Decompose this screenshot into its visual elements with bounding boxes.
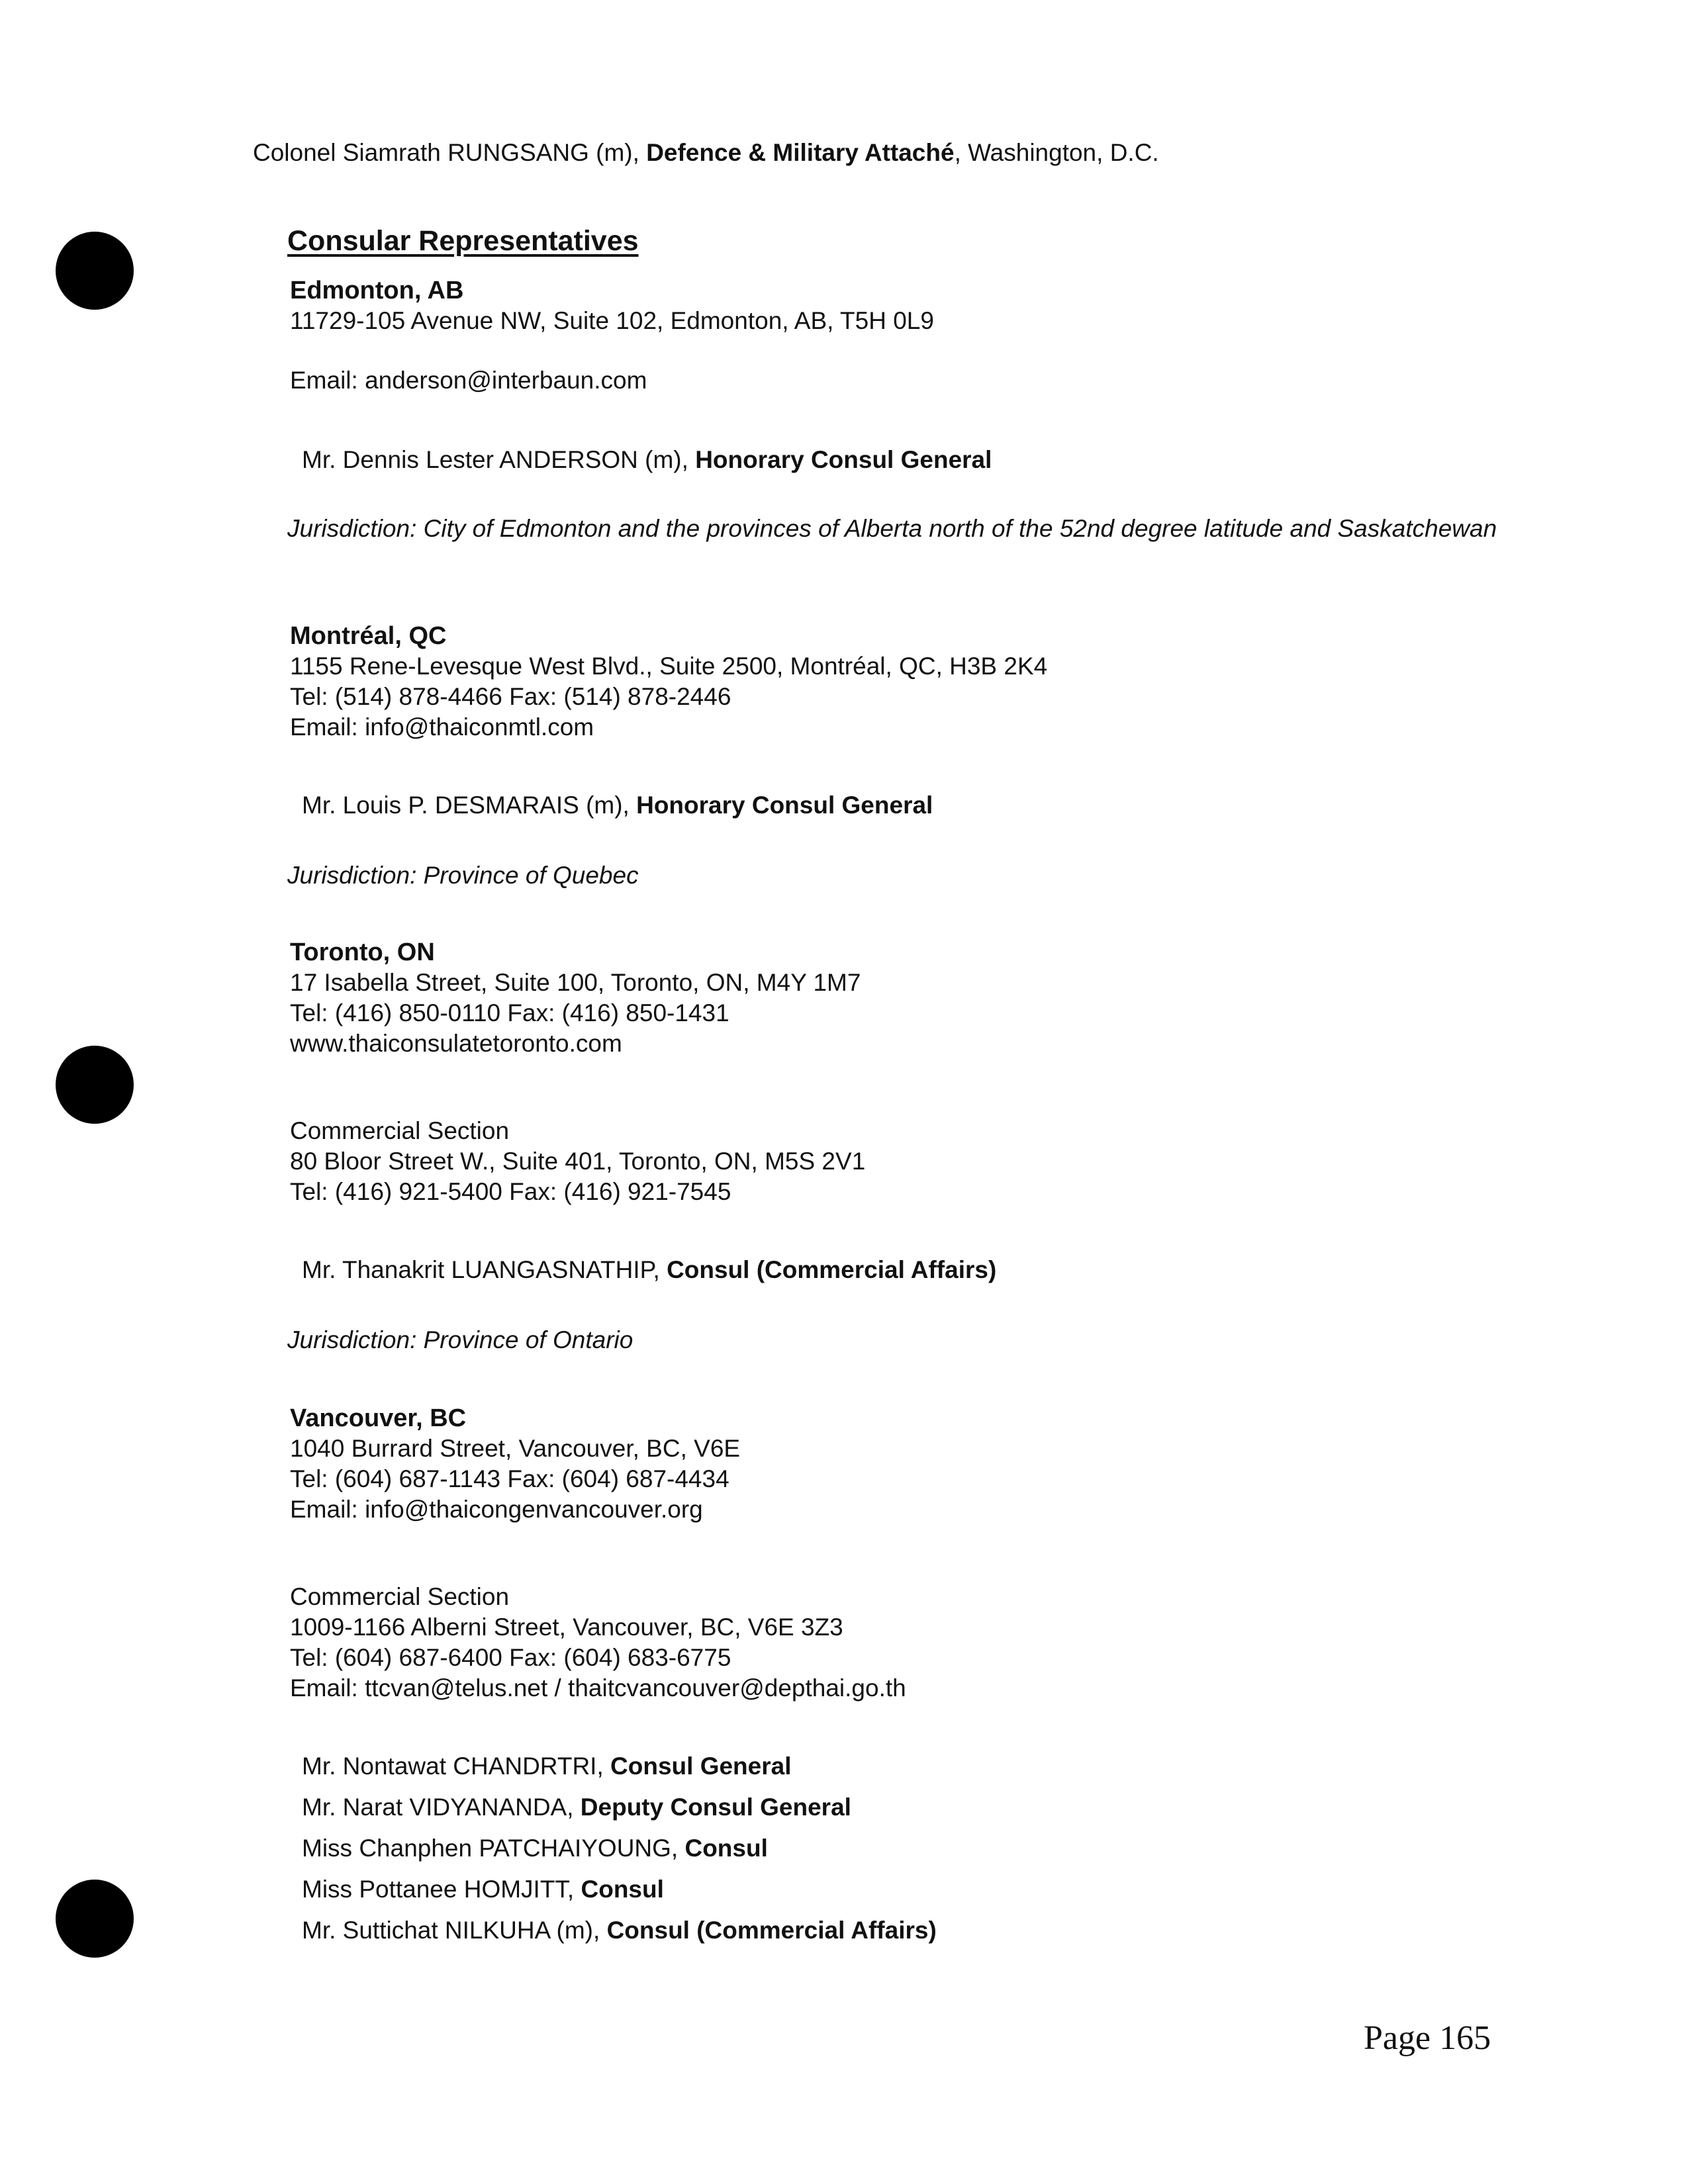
official-entry: Miss Chanphen PATCHAIYOUNG, Consul <box>302 1835 768 1862</box>
official-entry: Mr. Dennis Lester ANDERSON (m), Honorary Consul General <box>302 446 992 473</box>
address: 1040 Burrard Street, Vancouver, BC, V6E <box>290 1435 741 1462</box>
address: 17 Isabella Street, Suite 100, Toronto, ON, M4Y 1M7 <box>290 969 861 996</box>
attache-title: Defence & Military Attaché <box>646 139 955 166</box>
address: 11729-105 Avenue NW, Suite 102, Edmonton, AB, T5H 0L9 <box>290 307 934 334</box>
attache-entry <box>253 138 1159 168</box>
phone-fax: Tel: (604) 687-1143 Fax: (604) 687-4434 <box>290 1465 729 1492</box>
jurisdiction: Jurisdiction: Province of Ontario <box>287 1326 633 1353</box>
official-entry: Miss Pottanee HOMJITT, Consul <box>302 1876 664 1903</box>
phone-fax: Tel: (416) 921-5400 Fax: (416) 921-7545 <box>290 1178 731 1205</box>
official-entry: Mr. Nontawat CHANDRTRI, Consul General <box>302 1752 792 1780</box>
address: 80 Bloor Street W., Suite 401, Toronto, ON, M5S 2V1 <box>290 1148 866 1175</box>
city-heading: Toronto, ON <box>290 938 435 966</box>
jurisdiction: Jurisdiction: City of Edmonton and the provinces of Alberta north of the 52nd degree latitude and Saskatchewan <box>287 515 1497 542</box>
phone-fax: Tel: (604) 687-6400 Fax: (604) 683-6775 <box>290 1644 731 1671</box>
section-heading: Consular Representatives <box>287 225 639 257</box>
phone-fax: Tel: (416) 850-0110 Fax: (416) 850-1431 <box>290 999 729 1026</box>
commercial-section-label: Commercial Section <box>290 1117 510 1144</box>
punch-hole <box>56 1880 134 1958</box>
city-heading: Edmonton, AB <box>290 277 464 304</box>
website: www.thaiconsulatetoronto.com <box>290 1030 622 1057</box>
official-entry: Mr. Narat VIDYANANDA, Deputy Consul General <box>302 1794 851 1821</box>
phone-fax: Tel: (514) 878-4466 Fax: (514) 878-2446 <box>290 683 731 710</box>
page-number: Page 165 <box>1364 2019 1491 2057</box>
official-entry: Mr. Thanakrit LUANGASNATHIP, Consul (Commercial Affairs) <box>302 1256 997 1283</box>
email: Email: info@thaiconmtl.com <box>290 713 594 741</box>
address: 1009-1166 Alberni Street, Vancouver, BC, V6E 3Z3 <box>290 1614 843 1641</box>
official-entry: Mr. Louis P. DESMARAIS (m), Honorary Consul General <box>302 792 933 819</box>
city-heading: Montréal, QC <box>290 622 447 650</box>
punch-hole <box>56 232 134 310</box>
city-heading: Vancouver, BC <box>290 1404 467 1432</box>
email: Email: info@thaicongenvancouver.org <box>290 1496 703 1523</box>
attache-location: , Washington, D.C. <box>954 139 1159 166</box>
email: Email: ttcvan@telus.net / thaitcvancouver@depthai.go.th <box>290 1674 906 1702</box>
email: Email: anderson@interbaun.com <box>290 367 647 394</box>
punch-hole <box>56 1046 134 1124</box>
attache-name: Colonel Siamrath RUNGSANG (m), <box>253 139 647 166</box>
official-entry: Mr. Suttichat NILKUHA (m), Consul (Commercial Affairs) <box>302 1917 937 1944</box>
commercial-section-label: Commercial Section <box>290 1583 510 1610</box>
address: 1155 Rene-Levesque West Blvd., Suite 2500, Montréal, QC, H3B 2K4 <box>290 653 1048 680</box>
jurisdiction: Jurisdiction: Province of Quebec <box>287 862 639 889</box>
